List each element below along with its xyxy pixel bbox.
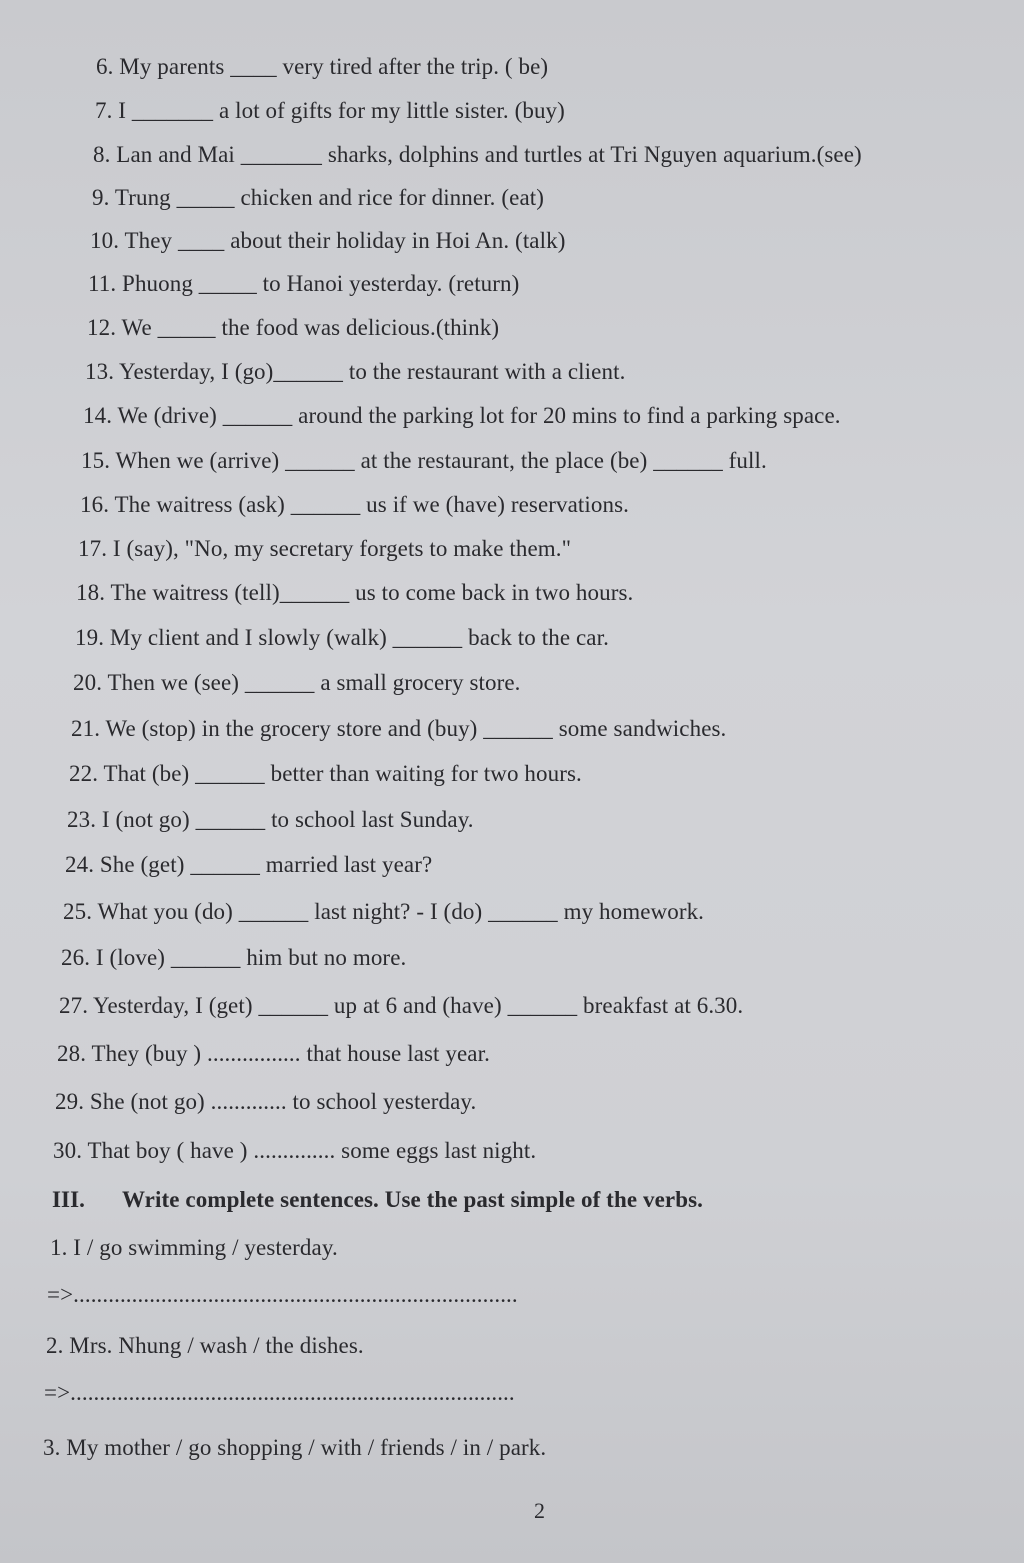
page-number: 2 — [534, 1498, 545, 1523]
sentence-prompt-2: 2. Mrs. Nhung / wash / the dishes. — [46, 1333, 364, 1358]
sentence-prompt-3: 3. My mother / go shopping / with / friends / in / park. — [43, 1435, 547, 1460]
sentence-prompt-1: 1. I / go swimming / yesterday. — [50, 1235, 338, 1260]
section-title: Write complete sentences. Use the past simple of the verbs. — [122, 1187, 704, 1212]
exercise-item-23: 23. I (not go) ______ to school last Sunday. — [67, 807, 474, 832]
exercise-item-24: 24. She (get) ______ married last year? — [65, 852, 433, 877]
answer-line-1: =>............................................................................ — [47, 1282, 518, 1307]
exercise-item-14: 14. We (drive) ______ around the parking lot for 20 mins to find a parking space. — [83, 403, 841, 428]
section-heading — [52, 1185, 703, 1215]
exercise-item-13: 13. Yesterday, I (go)______ to the restaurant with a client. — [85, 359, 626, 384]
exercise-item-8: 8. Lan and Mai _______ sharks, dolphins and turtles at Tri Nguyen aquarium.(see) — [93, 142, 862, 167]
exercise-item-11: 11. Phuong _____ to Hanoi yesterday. (return) — [88, 271, 520, 296]
exercise-item-9: 9. Trung _____ chicken and rice for dinner. (eat) — [92, 185, 545, 210]
section-numeral: III. — [52, 1187, 86, 1212]
exercise-item-10: 10. They ____ about their holiday in Hoi An. (talk) — [90, 228, 566, 253]
exercise-item-29: 29. She (not go) ............. to school yesterday. — [55, 1089, 477, 1114]
exercise-item-16: 16. The waitress (ask) ______ us if we (have) reservations. — [80, 492, 630, 517]
exercise-item-21: 21. We (stop) in the grocery store and (buy) ______ some sandwiches. — [71, 716, 727, 741]
exercise-item-18: 18. The waitress (tell)______ us to come back in two hours. — [76, 580, 634, 605]
exercise-item-30: 30. That boy ( have ) .............. some eggs last night. — [53, 1138, 537, 1163]
answer-line-2: =>............................................................................ — [44, 1380, 515, 1405]
exercise-item-17: 17. I (say), "No, my secretary forgets to make them." — [78, 536, 572, 561]
exercise-item-28: 28. They (buy ) ................ that house last year. — [57, 1041, 490, 1066]
exercise-item-7: 7. I _______ a lot of gifts for my little sister. (buy) — [95, 98, 565, 123]
exercise-item-20: 20. Then we (see) ______ a small grocery store. — [73, 670, 521, 695]
exercise-item-27: 27. Yesterday, I (get) ______ up at 6 and (have) ______ breakfast at 6.30. — [59, 993, 744, 1018]
exercise-item-15: 15. When we (arrive) ______ at the restaurant, the place (be) ______ full. — [81, 448, 767, 473]
exercise-item-25: 25. What you (do) ______ last night? - I (do) ______ my homework. — [63, 899, 705, 924]
exercise-item-19: 19. My client and I slowly (walk) ______ back to the car. — [75, 625, 609, 650]
exercise-item-6: 6. My parents ____ very tired after the trip. ( be) — [96, 54, 549, 79]
exercise-item-12: 12. We _____ the food was delicious.(think) — [87, 315, 500, 340]
exercise-item-26: 26. I (love) ______ him but no more. — [61, 945, 407, 970]
exercise-item-22: 22. That (be) ______ better than waiting for two hours. — [69, 761, 582, 786]
